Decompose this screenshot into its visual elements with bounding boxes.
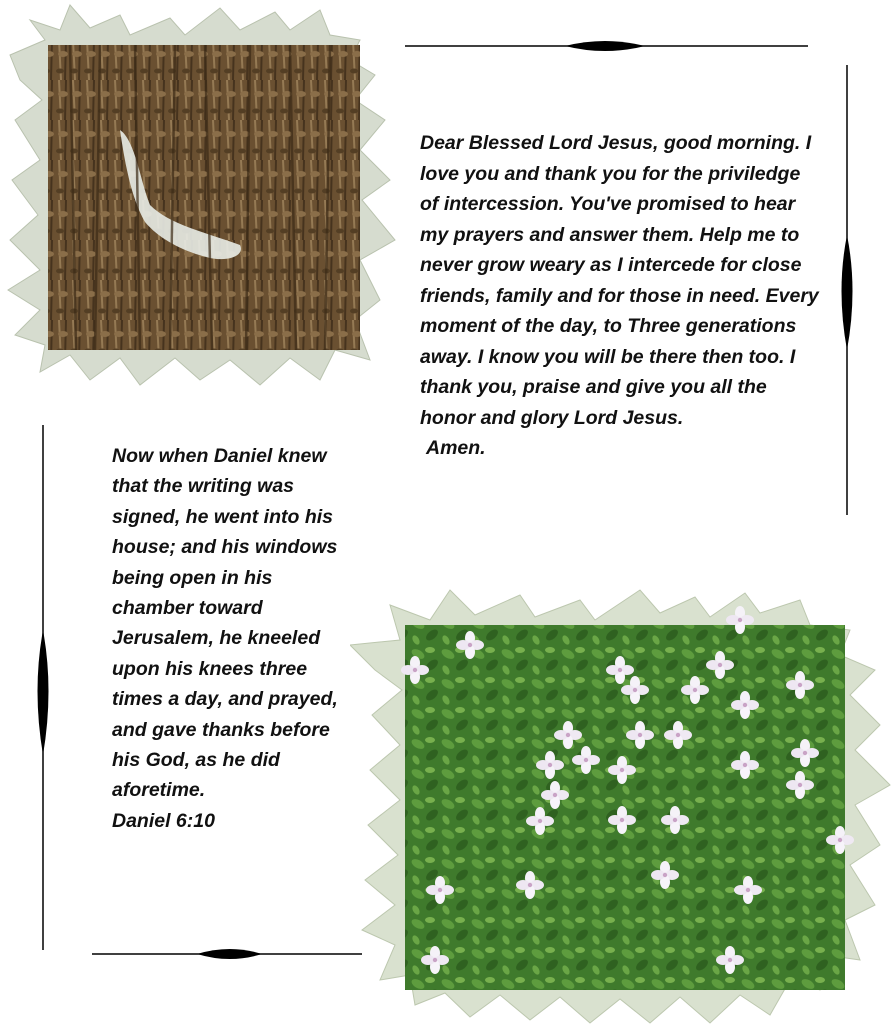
top-divider	[405, 38, 808, 54]
right-divider	[838, 65, 856, 515]
scripture-text	[112, 441, 357, 836]
heron-reeds-photo	[0, 0, 400, 395]
scripture-body: Now when Daniel knew that the writing was signed, he went into his house; and his windows being open in his chamber toward Jerusalem, he kneeled upon his knees three times a day, and prayed, and gave thanks before his God, as he did aforetime.	[112, 445, 338, 802]
prayer-body: Dear Blessed Lord Jesus, good morning. I love you and thank you for the priviledge of intercession. You've promised to hear my prayers and answer them. Help me to never grow weary as I intercede for close friends, family and for those in need. Every moment of the day, to Three generations away. I know you will be there then too. I thank you, praise and give you all the honor and glory Lord Jesus.	[420, 132, 819, 429]
scripture-reference: Daniel 6:10	[112, 809, 215, 832]
left-divider	[34, 425, 52, 950]
prayer-text	[420, 128, 820, 464]
wildflowers-photo	[350, 585, 894, 1024]
prayer-closing: Amen.	[426, 437, 486, 459]
bottom-divider	[92, 946, 362, 962]
